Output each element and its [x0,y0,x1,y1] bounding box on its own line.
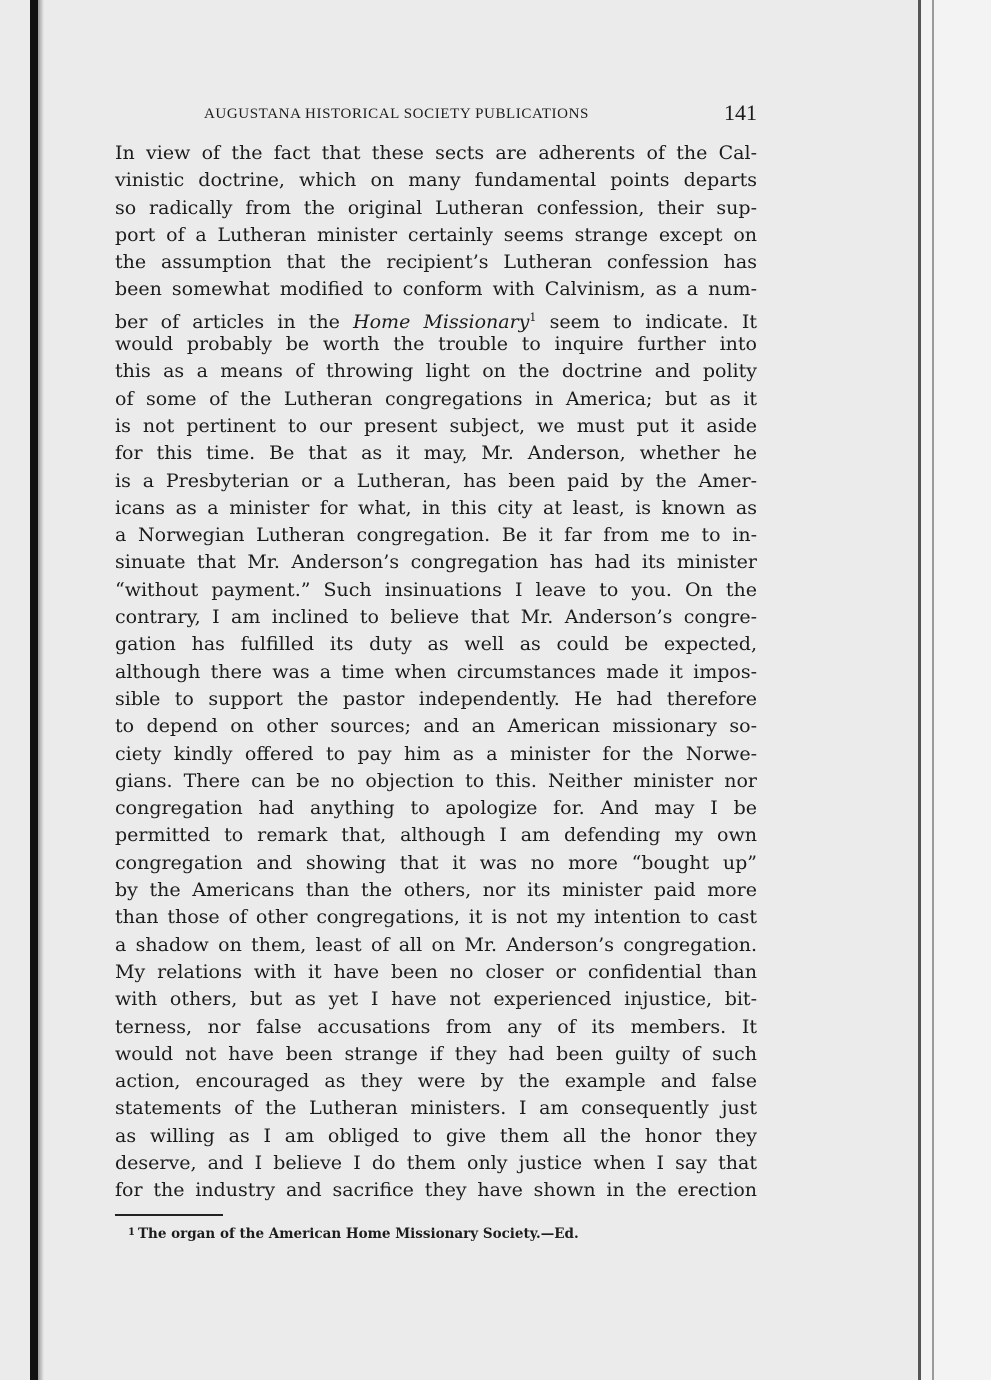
footnote [128,1226,579,1242]
text-line: is a Presbyterian or a Lutheran, has been paid by the Amer- [115,469,757,492]
italic-title: Home Missionary [353,310,530,333]
text-line: would not have been strange if they had been guilty of such [115,1042,757,1065]
footnote-number: 1 [128,1227,135,1238]
text-line: would probably be worth the trouble to inquire further into [115,333,757,356]
text-line: icans as a minister for what, in this city at least, is known as [115,496,757,519]
text-line: congregation and showing that it was no more “bought up” [115,851,757,874]
text-line: is not pertinent to our present subject, we must put it aside [115,414,757,437]
text-line: gians. There can be no objection to this. Neither minister nor [115,769,757,792]
text-line-segment: seem to indicate. It [536,310,757,333]
text-line: with others, but as yet I have not experienced injustice, bit- [115,988,757,1011]
text-line: statements of the Lutheran ministers. I am consequently just [115,1097,757,1120]
text-line: In view of the fact that these sects are adherents of the Cal- [115,142,757,164]
text-line: for the industry and sacrifice they have shown in the erection [115,1179,757,1202]
text-line: port of a Lutheran minister certainly seems strange except on [115,223,757,246]
text-line: gation has fulfilled its duty as well as could be expected, [115,633,757,656]
text-line: sible to support the pastor independently. He had therefore [115,687,757,710]
text-line: a Norwegian Lutheran congregation. Be it far from me to in- [115,524,757,547]
text-line: by the Americans than the others, nor its minister paid more [115,879,757,902]
page-edge-line [918,0,921,1380]
text-line: been somewhat modified to conform with Calvinism, as a num- [115,278,757,301]
text-line [115,304,757,331]
page-gutter-gradient [38,0,44,1380]
page-header [204,100,757,130]
body-text [115,140,757,1205]
page-gutter-shadow [30,0,38,1380]
page-number: 141 [724,100,757,125]
text-line: congregation had anything to apologize for. And may I be [115,797,757,820]
text-line: deserve, and I believe I do them only justice when I say that [115,1151,757,1174]
text-line: contrary, I am inclined to believe that Mr. Anderson’s congre- [115,606,757,629]
footnote-rule [115,1214,223,1216]
text-line: vinistic doctrine, which on many fundamental points departs [115,169,757,192]
text-line: to depend on other sources; and an American missionary so- [115,715,757,738]
text-line: although there was a time when circumstances made it impos- [115,660,757,683]
page-edge-line-secondary [932,0,934,1380]
text-line: terness, nor false accusations from any of its members. It [115,1015,757,1038]
footnote-text: The organ of the American Home Missionary Society.—Ed. [137,1226,579,1242]
footnote-marker: 1 [529,310,537,324]
text-line: action, encouraged as they were by the example and false [115,1070,757,1093]
text-line: sinuate that Mr. Anderson’s congregation has had its minister [115,551,757,574]
text-line: than those of other congregations, it is not my intention to cast [115,906,757,929]
text-line: of some of the Lutheran congregations in America; but as it [115,387,757,410]
text-line: as willing as I am obliged to give them all the honor they [115,1124,757,1147]
text-line-segment: ber of articles in the [115,310,354,333]
text-line: “without payment.” Such insinuations I leave to you. On the [115,578,757,601]
text-line: permitted to remark that, although I am defending my own [115,824,757,847]
text-line: My relations with it have been no closer or confidential than [115,960,757,983]
text-line: the assumption that the recipient’s Lutheran confession has [115,251,757,274]
text-line: a shadow on them, least of all on Mr. Anderson’s congregation. [115,933,757,956]
text-line: for this time. Be that as it may, Mr. Anderson, whether he [115,442,757,465]
running-head: AUGUSTANA HISTORICAL SOCIETY PUBLICATIONS [204,106,589,122]
text-line: this as a means of throwing light on the doctrine and polity [115,360,757,383]
text-line: so radically from the original Lutheran confession, their sup- [115,196,757,219]
text-line: ciety kindly offered to pay him as a minister for the Norwe- [115,742,757,765]
page-right-edge [918,0,991,1380]
